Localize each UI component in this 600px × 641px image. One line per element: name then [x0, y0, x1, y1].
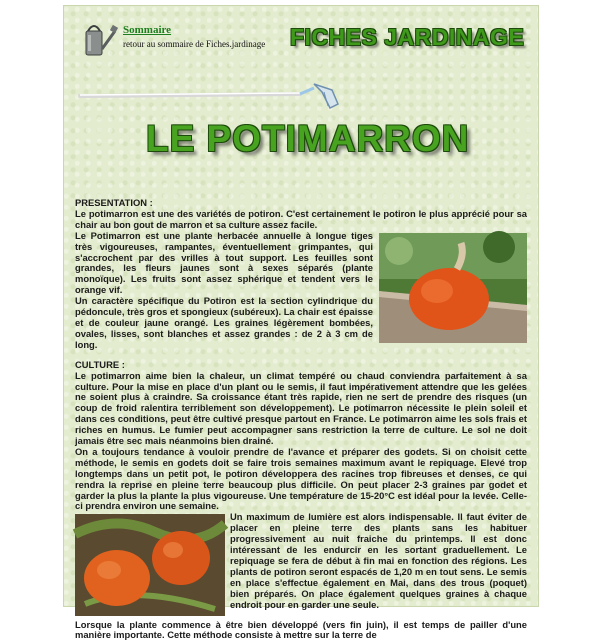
presentation-paragraph: Le Potimarron est une plante herbacée annuelle à longue tiges très vigoureuses, rampantes, éventuellement grimpantes, qui s'accrochent par des vrilles à tout support. Les feuilles sont grandes, les fleurs jaunes sont à sexes séparés (plante monoïque). Les fruits sont assez sphérique et tendent vers le orange vif. [75, 229, 373, 296]
article-body [75, 198, 527, 641]
sommaire-link[interactable]: Sommaire [123, 24, 172, 36]
watering-can-icon [78, 19, 118, 61]
pumpkins-in-garden-photo [75, 514, 225, 616]
culture-paragraph: Lorsque la plante commence à être bien développé (vers fin juin), il est temps de pailler d'une manière importante. Cette méthode consiste à mettre sur la terre de [75, 618, 527, 641]
presentation-paragraph: Un caractère spécifique du Potiron est la section cylindrique du pédoncule, très gros et spongieux (subéreux). La chair est épaisse et de couleur jaune orangé. Les graines légèrement bombées, ovales, lisses, sont blanches et assez grandes : de 2 à 3 cm de long. [75, 295, 373, 350]
culture-heading: CULTURE : [75, 358, 125, 370]
sommaire-subtitle: retour au sommaire de Fiches.jardinage [123, 39, 266, 49]
culture-paragraph: Le potimarron aime bien la chaleur, un climat tempéré ou chaud conviendra parfaitement à sa culture. Pour la mise en place d'un plant ou le semis, il faut impérativement attendre que les gelées ne soient plus à craindre. Sa croissance étant très rapide, rien ne sert de prendre des risques (un coup de froid ralentira terriblement son développement). Le potimarron nécessite le plein soleil et dans ces conditions, peut être cultivé presque partout en France. Le potimarron aime les sols frais et riches en humus. Le fumier peut accompagner sans restriction la terre de culture. Le sol ne doit jamais être sec mais néanmoins bien drainé. [75, 369, 527, 447]
culture-paragraph: On a toujours tendance à vouloir prendre de l'avance et préparer des godets. Si on choisit cette méthode, le semis en godets doit se faire trois semaines maximum avant le repiquage. Elevé trop longtemps dans un petit pot, le potiron développera des racines trop fibreuses et denses, ce qui rendra la reprise en pleine terre beaucoup plus difficile. On peut placer 2-3 graines par godet et garder la plus la plante la plus vigoureuse. Une température de 15-20°C est idéal pour la levée. Celle-ci prendra environ une semaine. [75, 445, 527, 512]
culture-paragraph: Un maximum de lumière est alors indispensable. Il faut éviter de placer en pleine terre des plants sans les habituer progressivement au nuit fraiche du printemps. Il est donc intéressant de les endurcir en les sortant graduellement. Le repiquage se fera de début à fin mai en fonction des régions. Les plants de potiron seront espacés de 1,20 m en tout sens. Le semis en place s'effectue également en Mai, dans des trous (poquet) bien préparés. On place également quelques graines à chaque endroit pour en garder une seule. [230, 511, 527, 610]
page-title: LE POTIMARRON [146, 118, 470, 159]
pumpkin-on-fence-photo [379, 233, 527, 343]
content-page [63, 5, 539, 641]
rake-icon [78, 78, 340, 114]
presentation-paragraph: Le potimarron est une des variétés de potiron. C'est certainement le potiron le plus apprécié pour sa chair au bon gout de marron et sa culture assez facile. [75, 207, 527, 230]
site-brand-title: FICHES JARDINAGE [290, 24, 525, 50]
presentation-heading: PRESENTATION : [75, 197, 153, 208]
